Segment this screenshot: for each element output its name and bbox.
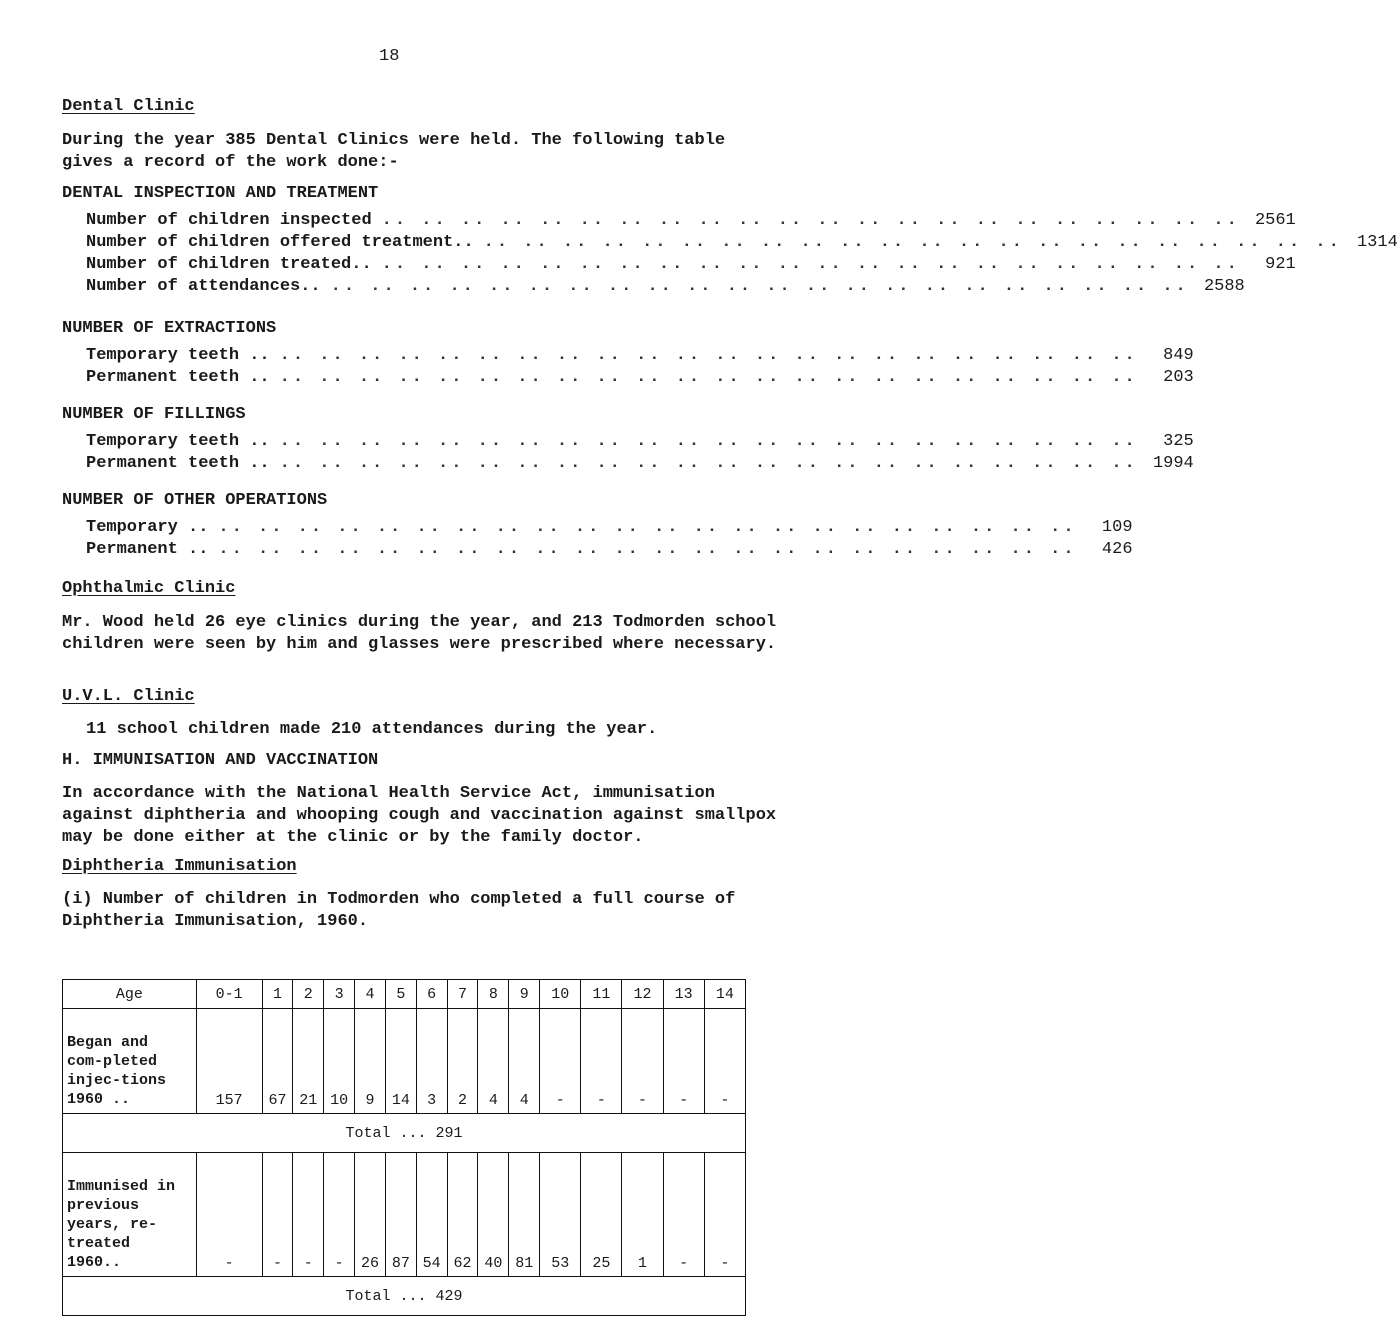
row-value: 325 <box>1163 432 1194 451</box>
dot-leader: .. .. .. .. .. .. .. .. .. .. .. .. .. .. .. .. .. .. .. .. .. .. <box>330 277 1189 296</box>
table-cell: 9 <box>355 1009 386 1114</box>
row-value: 426 <box>1101 540 1133 559</box>
list-item <box>86 255 1296 274</box>
table-cell: - <box>324 1153 355 1277</box>
row-value: 2561 <box>1254 211 1296 230</box>
uvl-text: 11 school children made 210 attendances during the year. <box>86 720 658 739</box>
diphtheria-heading: Diphtheria Immunisation <box>62 857 297 876</box>
list-item <box>86 211 1296 230</box>
table-cell: 1 <box>622 1153 663 1277</box>
total-2: Total ... 429 <box>63 1277 746 1316</box>
table-cell: 14 <box>385 1009 416 1114</box>
age-cell: 1 <box>262 980 293 1009</box>
row-value: 2588 <box>1203 277 1245 296</box>
age-cell: 12 <box>622 980 663 1009</box>
row-label: Number of children treated.. <box>86 255 372 274</box>
table-cell: - <box>196 1153 262 1277</box>
table-row <box>63 1009 746 1114</box>
list-item <box>86 518 1133 537</box>
list-item <box>86 277 1245 296</box>
table-cell: 53 <box>540 1153 581 1277</box>
ophthalmic-heading: Ophthalmic Clinic <box>62 579 236 598</box>
table-cell: 40 <box>478 1153 509 1277</box>
table-cell: - <box>704 1153 745 1277</box>
page-number: 18 <box>379 47 400 66</box>
table-cell: - <box>581 1009 622 1114</box>
fillings-title: NUMBER OF FILLINGS <box>62 405 246 424</box>
row-label-immunised: Immunised in previous years, re-treated 1960.. <box>63 1153 197 1277</box>
other-operations-title: NUMBER OF OTHER OPERATIONS <box>62 491 328 510</box>
row-label: Number of children offered treatment.. <box>86 233 474 252</box>
dot-leader: .. .. .. .. .. .. .. .. .. .. .. .. .. .. .. .. .. .. .. .. .. .. <box>483 233 1342 252</box>
age-cell: 2 <box>293 980 324 1009</box>
dot-leader: .. .. .. .. .. .. .. .. .. .. .. .. .. .. .. .. .. .. .. .. .. .. <box>218 540 1077 559</box>
list-item <box>86 346 1194 365</box>
dot-leader: .. .. .. .. .. .. .. .. .. .. .. .. .. .. .. .. .. .. .. .. .. .. <box>279 432 1138 451</box>
table-cell: 157 <box>196 1009 262 1114</box>
table-cell: - <box>540 1009 581 1114</box>
age-cell: 10 <box>540 980 581 1009</box>
total-1: Total ... 291 <box>63 1114 746 1153</box>
list-item <box>86 454 1194 473</box>
age-cell: 13 <box>663 980 704 1009</box>
age-cell: 5 <box>385 980 416 1009</box>
dental-clinic-heading: Dental Clinic <box>62 97 195 116</box>
table-row-total-1 <box>63 1114 746 1153</box>
uvl-heading: U.V.L. Clinic <box>62 687 195 706</box>
age-cell: 3 <box>324 980 355 1009</box>
table-cell: 26 <box>355 1153 386 1277</box>
extractions-title: NUMBER OF EXTRACTIONS <box>62 319 277 338</box>
row-label-began: Began and com-pleted injec-tions 1960 .. <box>63 1009 197 1114</box>
table-cell: 25 <box>581 1153 622 1277</box>
inspection-title: DENTAL INSPECTION AND TREATMENT <box>62 184 379 203</box>
dot-leader: .. .. .. .. .. .. .. .. .. .. .. .. .. .. .. .. .. .. .. .. .. .. <box>381 211 1240 230</box>
table-cell: 2 <box>447 1009 478 1114</box>
age-cell: 14 <box>704 980 745 1009</box>
list-item <box>86 233 1398 252</box>
row-value: 849 <box>1163 346 1194 365</box>
dental-intro: During the year 385 Dental Clinics were held. The following table gives a record of the work done:- <box>62 131 726 172</box>
row-value: 1314 <box>1356 233 1398 252</box>
table-cell: - <box>663 1009 704 1114</box>
row-value: 921 <box>1265 255 1296 274</box>
ophthalmic-text: Mr. Wood held 26 eye clinics during the year, and 213 Todmorden school children were seen by him and glasses were prescribed where necessary. <box>62 613 777 654</box>
list-item <box>86 540 1133 559</box>
table-cell: - <box>704 1009 745 1114</box>
list-item <box>86 368 1194 387</box>
row-value: 109 <box>1101 518 1133 537</box>
dot-leader: .. .. .. .. .. .. .. .. .. .. .. .. .. .. .. .. .. .. .. .. .. .. <box>279 346 1138 365</box>
table-cell: 3 <box>416 1009 447 1114</box>
table-cell: 54 <box>416 1153 447 1277</box>
table-cell: - <box>262 1153 293 1277</box>
row-value: 203 <box>1163 368 1194 387</box>
table-cell: 21 <box>293 1009 324 1114</box>
table-cell: 4 <box>509 1009 540 1114</box>
age-cell: 9 <box>509 980 540 1009</box>
immunisation-title: H. IMMUNISATION AND VACCINATION <box>62 751 379 770</box>
age-cell: 11 <box>581 980 622 1009</box>
diphtheria-text: (i) Number of children in Todmorden who completed a full course of Diphtheria Immunisation, 1960. <box>62 890 736 931</box>
table-cell: - <box>293 1153 324 1277</box>
row-label: Temporary teeth .. <box>86 346 270 365</box>
table-row <box>63 1153 746 1277</box>
table-cell: 87 <box>385 1153 416 1277</box>
age-cell: 0-1 <box>196 980 262 1009</box>
table-cell: - <box>622 1009 663 1114</box>
dot-leader: .. .. .. .. .. .. .. .. .. .. .. .. .. .. .. .. .. .. .. .. .. .. <box>381 255 1240 274</box>
row-label: Temporary .. <box>86 518 209 537</box>
row-value: 1994 <box>1152 454 1194 473</box>
age-label: Age <box>63 980 197 1009</box>
table-cell: 4 <box>478 1009 509 1114</box>
age-header-row <box>63 980 746 1009</box>
row-label: Permanent teeth .. <box>86 368 270 387</box>
immunisation-text: In accordance with the National Health Service Act, immunisation against diphtheria and whooping cough and vaccination against smallpox may be done either at the clinic or by the family doctor. <box>62 784 777 847</box>
table-cell: 81 <box>509 1153 540 1277</box>
table-row-total-2 <box>63 1277 746 1316</box>
row-label: Permanent teeth .. <box>86 454 270 473</box>
age-cell: 6 <box>416 980 447 1009</box>
table-cell: - <box>663 1153 704 1277</box>
dot-leader: .. .. .. .. .. .. .. .. .. .. .. .. .. .. .. .. .. .. .. .. .. .. <box>218 518 1077 537</box>
age-cell: 7 <box>447 980 478 1009</box>
dot-leader: .. .. .. .. .. .. .. .. .. .. .. .. .. .. .. .. .. .. .. .. .. .. <box>279 368 1138 387</box>
immunisation-table <box>62 979 746 1316</box>
table-cell: 67 <box>262 1009 293 1114</box>
row-label: Number of children inspected <box>86 211 372 230</box>
row-label: Temporary teeth .. <box>86 432 270 451</box>
age-cell: 4 <box>355 980 386 1009</box>
age-cell: 8 <box>478 980 509 1009</box>
row-label: Permanent .. <box>86 540 209 559</box>
list-item <box>86 432 1194 451</box>
row-label: Number of attendances.. <box>86 277 321 296</box>
dot-leader: .. .. .. .. .. .. .. .. .. .. .. .. .. .. .. .. .. .. .. .. .. .. <box>279 454 1138 473</box>
table-cell: 10 <box>324 1009 355 1114</box>
table-cell: 62 <box>447 1153 478 1277</box>
